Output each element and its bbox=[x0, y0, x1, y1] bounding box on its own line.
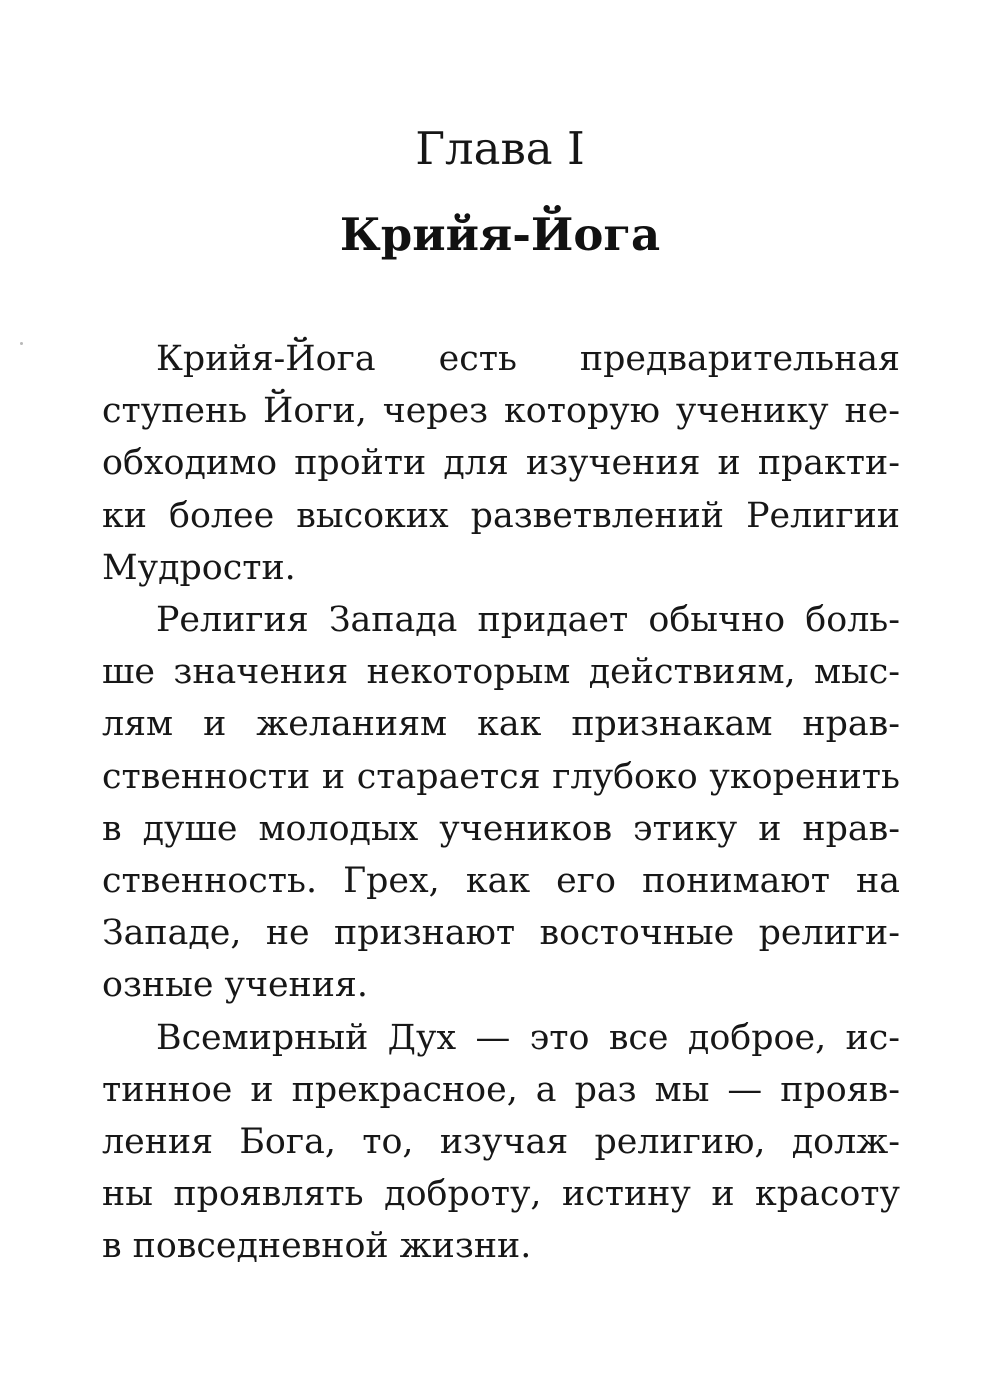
text-line: ны проявлять доброту, истину и красоту bbox=[102, 1174, 900, 1215]
text-line: Крийя-Йога есть предварительная bbox=[156, 339, 900, 379]
text-line: Всемирный Дух — это все доброе, ис- bbox=[156, 1017, 900, 1058]
print-speck bbox=[20, 342, 23, 345]
chapter-label: Глава I bbox=[415, 122, 585, 175]
text-line: ступень Йоги, через которую ученику не- bbox=[102, 391, 900, 432]
text-line: в повседневной жизни. bbox=[102, 1226, 532, 1267]
text-line: ления Бога, то, изучая религию, долж- bbox=[102, 1122, 900, 1163]
text-line: Мудрости. bbox=[102, 547, 296, 588]
text-line: в душе молодых учеников этику и нрав- bbox=[102, 808, 900, 849]
text-line: ственности и старается глубоко укоренить bbox=[102, 756, 900, 797]
text-line: ственность. Грех, как его понимают на bbox=[102, 861, 900, 902]
chapter-title: Крийя-Йога bbox=[339, 208, 661, 261]
paragraph-2 bbox=[102, 594, 900, 1012]
text-line: обходимо пройти для изучения и практи- bbox=[102, 443, 900, 484]
text-line: тинное и прекрасное, а раз мы — прояв- bbox=[102, 1069, 900, 1110]
text-line: озные учения. bbox=[102, 965, 368, 1006]
text-line: Западе, не признают восточные религи- bbox=[102, 913, 900, 954]
text-line: ше значения некоторым действиям, мыс- bbox=[102, 652, 900, 693]
text-line: ки более высоких разветвлений Религии bbox=[102, 495, 900, 536]
paragraph-1 bbox=[102, 333, 900, 594]
body-text bbox=[102, 333, 900, 1273]
paragraph-3 bbox=[102, 1012, 900, 1273]
text-line: лям и желаниям как признакам нрав- bbox=[102, 704, 900, 745]
text-line: Религия Запада придает обычно боль- bbox=[156, 600, 900, 641]
